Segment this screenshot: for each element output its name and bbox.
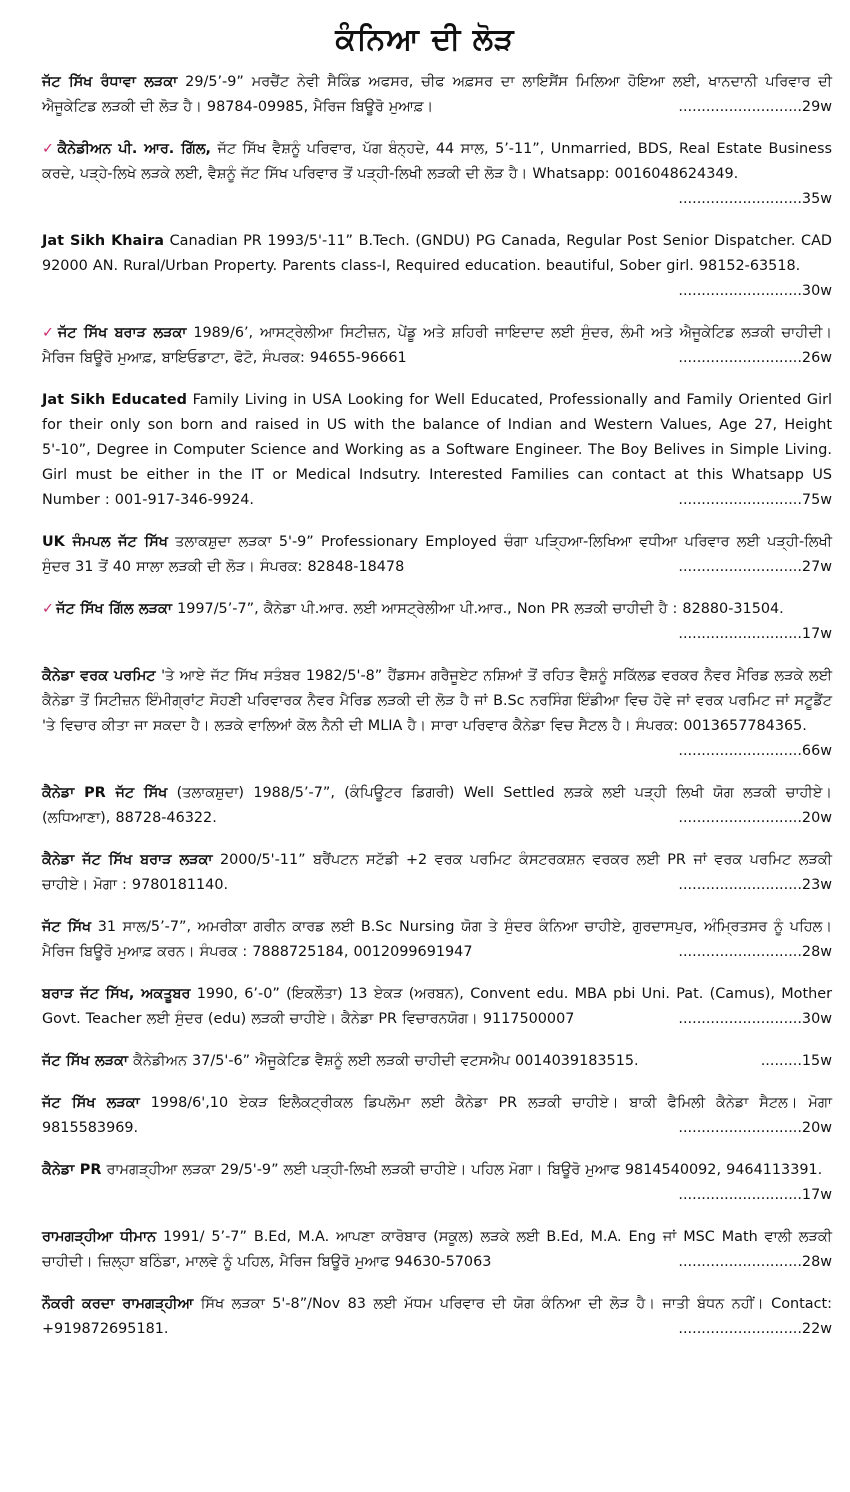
ad-entry bbox=[42, 1225, 832, 1275]
ad-body: 1998/6',10 ਏਕੜ ਇਲੈਕਟ੍ਰੀਕਲ ਡਿਪਲੋਮਾ ਲਈ ਕੈਨੇਡਾ PR ਲੜਕੀ ਚਾਹੀਏ। ਬਾਕੀ ਫੈਮਿਲੀ ਕੈਨੇਡਾ ਸੈਟਲ। ਮੋਗਾ 9815583969. bbox=[42, 1095, 832, 1136]
ad-body: ਜੱਟ ਸਿੱਖ ਵੈਸ਼ਨੂੰ ਪਰਿਵਾਰ, ਪੱਗ ਬੰਨ੍ਹਦੇ, 44 ਸਾਲ, 5’-11”, Unmarried, BDS, Real Estate Business ਕਰਦੇ, ਪੜ੍ਹੇ-ਲਿਖੇ ਲੜਕੇ ਲਈ, ਵੈਸ਼ਨੂੰ ਜੱਟ ਸਿੱਖ ਪਰਿਵਾਰ ਤੋਂ ਪੜ੍ਹੀ-ਲਿਖੀ ਲੜਕੀ ਦੀ ਲੋੜ ਹੈ। Whatsapp: 0016048624349. bbox=[42, 141, 832, 182]
ad-body: ਰਾਮਗੜ੍ਹੀਆ ਲੜਕਾ 29/5'-9” ਲਈ ਪੜ੍ਹੀ-ਲਿਖੀ ਲੜਕੀ ਚਾਹੀਏ। ਪਹਿਲ ਮੋਗਾ। ਬਿਊਰੋ ਮੁਆਫ 9814540092, 9464113391. bbox=[101, 1162, 823, 1178]
ad-body: 1990, 6’-0” (ਇਕਲੌਤਾ) 13 ਏਕੜ (ਅਰਬਨ), Convent edu. MBA pbi Uni. Pat. (Camus), Mother Govt. Teacher ਲਈ ਸੁੰਦਰ (edu) ਲੜਕੀ ਚਾਹੀਏ। ਕੈਨੇਡਾ PR ਵਿਚਾਰਨਯੋਗ। 9117500007 bbox=[42, 986, 832, 1027]
ad-heading: UK ਜੰਮਪਲ ਜੱਟ ਸਿੱਖ bbox=[42, 534, 168, 550]
ad-entry bbox=[42, 70, 832, 120]
check-icon: ✓ bbox=[42, 601, 55, 617]
ad-heading: ਕੈਨੇਡਾ PR bbox=[42, 1162, 102, 1178]
ad-body: ਸਿੱਖ ਲੜਕਾ 5'-8”/Nov 83 ਲਈ ਮੱਧਮ ਪਰਿਵਾਰ ਦੀ ਯੋਗ ਕੰਨਿਆ ਦੀ ਲੋੜ ਹੈ। ਜਾਤੀ ਬੰਧਨ ਨਹੀਂ। Contact: +919872695181. bbox=[42, 1296, 832, 1337]
ad-heading: ਬਰਾੜ ਜੱਟ ਸਿੱਖ, ਅਕਤੂਬਰ bbox=[42, 986, 191, 1002]
ad-body: Family Living in USA Looking for Well Educated, Professionally and Family Oriented Girl for their only son born and raised in US with the balance of Indian and Western Values, Age 27, Height 5'-10”, Degree in Computer Science and Working as a Software Engineer. The Boy Belives in Simple Living. Girl must be either in the IT or Medical Indsutry. Interested Families can contact at this Whatsapp US Number : 001-917-346-9924. bbox=[42, 392, 832, 508]
ad-word-count: ...........................20w bbox=[678, 810, 832, 826]
ad-heading: ਜੱਟ ਸਿੱਖ ਬਰਾੜ ਲੜਕਾ bbox=[57, 325, 187, 341]
ad-entry bbox=[42, 664, 832, 764]
ad-word-count: ...........................28w bbox=[678, 944, 832, 960]
ad-body: ਤਲਾਕਸ਼ੁਦਾ ਲੜਕਾ 5'-9” Professionary Employed ਚੰਗਾ ਪੜ੍ਹਿਆ-ਲਿਖਿਆ ਵਧੀਆ ਪਰਿਵਾਰ ਲਈ ਪੜ੍ਹੀ-ਲਿਖੀ ਸੁੰਦਰ 31 ਤੋਂ 40 ਸਾਲਾ ਲੜਕੀ ਦੀ ਲੋੜ। ਸੰਪਰਕ: 82848-18478 bbox=[42, 534, 832, 575]
ad-word-count: ...........................30w bbox=[678, 1011, 832, 1027]
check-icon: ✓ bbox=[42, 325, 56, 341]
ad-heading: Jat Sikh Khaira bbox=[42, 233, 165, 249]
ad-entry bbox=[42, 229, 832, 304]
ad-heading: ਜੱਟ ਸਿੱਖ ਲੜਕਾ bbox=[42, 1095, 140, 1111]
ad-entry bbox=[42, 321, 832, 371]
ad-heading: ਕੈਨੇਡਾ ਵਰਕ ਪਰਮਿਟ bbox=[42, 668, 156, 684]
ad-heading: ਕੈਨੇਡਾ PR ਜੱਟ ਸਿੱਖ bbox=[42, 785, 168, 801]
ad-heading: ਜੱਟ ਸਿੱਖ ਲੜਕਾ bbox=[42, 1053, 129, 1069]
ad-entry bbox=[42, 137, 832, 212]
ads-list bbox=[42, 70, 832, 1359]
ad-heading: ਜੱਟ ਸਿੱਖ ਰੰਧਾਵਾ ਲੜਕਾ bbox=[42, 74, 178, 90]
ad-entry bbox=[42, 1292, 832, 1342]
ad-entry bbox=[42, 597, 832, 647]
ad-word-count: ...........................17w bbox=[678, 1187, 832, 1203]
ad-entry bbox=[42, 1049, 832, 1074]
ad-body: 1991/ 5’-7” B.Ed, M.A. ਆਪਣਾ ਕਾਰੋਬਾਰ (ਸਕੂਲ) ਲੜਕੇ ਲਈ B.Ed, M.A. Eng ਜਾਂ MSC Math ਵਾਲੀ ਲੜਕੀ ਚਾਹੀਦੀ। ਜ਼ਿਲ੍ਹਾ ਬਠਿੰਡਾ, ਮਾਲਵੇ ਨੂੰ ਪਹਿਲ, ਮੈਰਿਜ ਬਿਊਰੋ ਮੁਆਫ 94630-57063 bbox=[42, 1229, 832, 1270]
ad-word-count: ...........................35w bbox=[678, 191, 832, 207]
ad-word-count: .........15w bbox=[760, 1053, 832, 1069]
ad-heading: ਕੈਨੇਡਾ ਜੱਟ ਸਿੱਖ ਬਰਾੜ ਲੜਕਾ bbox=[42, 852, 213, 868]
ad-body: Canadian PR 1993/5'-11” B.Tech. (GNDU) PG Canada, Regular Post Senior Dispatcher. CAD 92000 AN. Rural/Urban Property. Parents class-I, Required education. beautiful, Sober girl. 98152-63518. bbox=[42, 233, 832, 274]
ad-heading: ਜੱਟ ਸਿੱਖ ਗਿੱਲ ਲੜਕਾ bbox=[56, 601, 172, 617]
ad-entry bbox=[42, 781, 832, 831]
ad-heading: ਰਾਮਗੜ੍ਹੀਆ ਧੀਮਾਨ bbox=[42, 1229, 157, 1245]
ad-heading: ਜੱਟ ਸਿੱਖ bbox=[42, 919, 92, 935]
ad-entry bbox=[42, 982, 832, 1032]
ad-entry bbox=[42, 1091, 832, 1141]
ad-body: ਕੈਨੇਡੀਅਨ 37/5'-6” ਐਜੂਕੇਟਿਡ ਵੈਸ਼ਨੂੰ ਲਈ ਲੜਕੀ ਚਾਹੀਦੀ ਵਟਸਐਪ 0014039183515. bbox=[128, 1053, 639, 1069]
ad-body: 1997/5’-7”, ਕੈਨੇਡਾ ਪੀ.ਆਰ. ਲਈ ਆਸਟ੍ਰੇਲੀਆ ਪੀ.ਆਰ., Non PR ਲੜਕੀ ਚਾਹੀਦੀ ਹੈ : 82880-31504. bbox=[172, 601, 784, 617]
ad-heading: Jat Sikh Educated bbox=[42, 392, 187, 408]
ad-heading: ਨੌਕਰੀ ਕਰਦਾ ਰਾਮਗੜ੍ਹੀਆ bbox=[42, 1296, 194, 1312]
ad-word-count: ...........................26w bbox=[678, 350, 832, 366]
ad-body: 31 ਸਾਲ/5’-7”, ਅਮਰੀਕਾ ਗਰੀਨ ਕਾਰਡ ਲਈ B.Sc Nursing ਯੋਗ ਤੇ ਸੁੰਦਰ ਕੰਨਿਆ ਚਾਹੀਏ, ਗੁਰਦਾਸਪੁਰ, ਅੰਮ੍ਰਿਤਸਰ ਨੂੰ ਪਹਿਲ। ਮੈਰਿਜ ਬਿਊਰੋ ਮੁਆਫ਼ ਕਰਨ। ਸੰਪਰਕ : 7888725184, 0012099691947 bbox=[42, 919, 832, 960]
ad-word-count: ...........................23w bbox=[678, 877, 832, 893]
ad-body: 2000/5'-11” ਬਰੈਂਪਟਨ ਸਟੱਡੀ +2 ਵਰਕ ਪਰਮਿਟ ਕੰਸਟਰਕਸ਼ਨ ਵਰਕਰ ਲਈ PR ਜਾਂ ਵਰਕ ਪਰਮਿਟ ਲੜਕੀ ਚਾਹੀਏ। ਮੋਗਾ : 9780181140. bbox=[42, 852, 832, 893]
page-title: ਕੰਨਿਆ ਦੀ ਲੋੜ bbox=[335, 22, 515, 57]
ad-word-count: ...........................27w bbox=[678, 559, 832, 575]
ad-word-count: ...........................20w bbox=[678, 1120, 832, 1136]
ad-heading: ਕੈਨੇਡੀਅਨ ਪੀ. ਆਰ. ਗਿੱਲ, bbox=[57, 141, 211, 157]
ad-word-count: ...........................30w bbox=[678, 283, 832, 299]
ad-entry bbox=[42, 915, 832, 965]
ad-word-count: ...........................75w bbox=[678, 492, 832, 508]
ad-word-count: ...........................66w bbox=[678, 743, 832, 759]
ad-entry bbox=[42, 1158, 832, 1208]
ad-entry bbox=[42, 848, 832, 898]
ad-word-count: ...........................17w bbox=[678, 626, 832, 642]
ad-body: 1989/6’, ਆਸਟ੍ਰੇਲੀਆ ਸਿਟੀਜ਼ਨ, ਪੇਂਡੂ ਅਤੇ ਸ਼ਹਿਰੀ ਜਾਇਦਾਦ ਲਈ ਸੁੰਦਰ, ਲੰਮੀ ਅਤੇ ਐਜੂਕੇਟਿਡ ਲੜਕੀ ਚਾਹੀਦੀ। ਮੈਰਿਜ ਬਿਊਰੋ ਮੁਆਫ਼, ਬਾਇਓਡਾਟਾ, ਫੋਟੋ, ਸੰਪਰਕ: 94655-96661 bbox=[42, 325, 832, 366]
ad-entry bbox=[42, 388, 832, 513]
ad-body: 'ਤੇ ਆਏ ਜੱਟ ਸਿੱਖ ਸਤੰਬਰ 1982/5'-8” ਹੈਂਡਸਮ ਗਰੈਜੂਏਟ ਨਸ਼ਿਆਂ ਤੋਂ ਰਹਿਤ ਵੈਸ਼ਨੂੰ ਸਕਿੱਲਡ ਵਰਕਰ ਨੈਵਰ ਮੈਰਿਡ ਲੜਕੇ ਲਈ ਕੈਨੇਡਾ ਤੋਂ ਸਿਟੀਜ਼ਨ ਇੰਮੀਗ੍ਰਾਂਟ ਸੋਹਣੀ ਪਰਿਵਾਰਕ ਨੈਵਰ ਮੈਰਿਡ ਲੜਕੀ ਦੀ ਲੋੜ ਹੈ ਜਾਂ B.Sc ਨਰਸਿੰਗ ਇੰਡੀਆ ਵਿਚ ਹੋਵੇ ਜਾਂ ਵਰਕ ਪਰਮਿਟ ਜਾਂ ਸਟੂਡੈਂਟ 'ਤੇ ਵਿਚਾਰ ਕੀਤਾ ਜਾ ਸਕਦਾ ਹੈ। ਲੜਕੇ ਵਾਲਿਆਂ ਕੋਲ ਨੈਨੀ ਦੀ MLIA ਹੈ। ਸਾਰਾ ਪਰਿਵਾਰ ਕੈਨੇਡਾ ਵਿਚ ਸੈਟਲ ਹੈ। ਸੰਪਰਕ: 0013657784365. bbox=[42, 668, 832, 734]
check-icon: ✓ bbox=[42, 141, 56, 157]
ad-word-count: ...........................29w bbox=[678, 99, 832, 115]
ad-entry bbox=[42, 530, 832, 580]
ad-word-count: ...........................22w bbox=[678, 1321, 832, 1337]
ad-word-count: ...........................28w bbox=[678, 1254, 832, 1270]
ad-body: 29/5’-9” ਮਰਚੈਂਟ ਨੇਵੀ ਸੈਕਿੰਡ ਅਫਸਰ, ਚੀਫ ਅਫ਼ਸਰ ਦਾ ਲਾਇਸੈਂਸ ਮਿਲਿਆ ਹੋਇਆ ਲਈ, ਖਾਨਦਾਨੀ ਪਰਿਵਾਰ ਦੀ ਐਜੂਕੇਟਿਡ ਲੜਕੀ ਦੀ ਲੋੜ ਹੈ। 98784-09985, ਮੈਰਿਜ ਬਿਊਰੋ ਮੁਆਫ਼। bbox=[42, 74, 832, 115]
ad-body: (ਤਲਾਕਸ਼ੁਦਾ) 1988/5’-7”, (ਕੰਪਿਊਟਰ ਡਿਗਰੀ) Well Settled ਲੜਕੇ ਲਈ ਪੜ੍ਹੀ ਲਿਖੀ ਯੋਗ ਲੜਕੀ ਚਾਹੀਏ। (ਲਧਿਆਣਾ), 88728-46322. bbox=[42, 785, 832, 826]
